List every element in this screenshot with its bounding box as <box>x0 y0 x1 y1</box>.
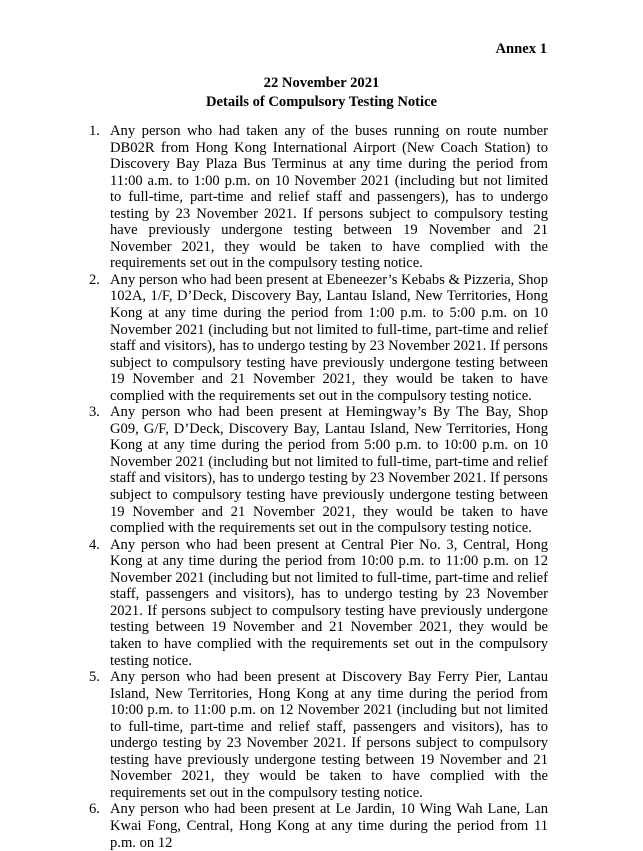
item-text: Any person who had been present at Ebeneezer’s Kebabs & Pizzeria, Shop 102A, 1/F, D’Deck, Discovery Bay, Lantau Island, New Territories, Hong Kong at any time during the period from 1:00 p.m. to 5:00 p.m. on 10 November 2021 (including but not limited to full-time, part-time and relief staff and visitors), has to undergo testing by 23 November 2021. If persons subject to compulsory testing have previously undergone testing between 19 November and 21 November 2021, they would be taken to have complied with the requirements set out in the compulsory testing notice. <box>110 271 548 404</box>
list-item <box>0 801 548 851</box>
notice-date: 22 November 2021 <box>263 75 380 91</box>
list-item <box>0 537 548 669</box>
list-item <box>0 404 548 536</box>
list-item <box>0 272 548 404</box>
item-text: Any person who had been present at Le Jardin, 10 Wing Wah Lane, Lan Kwai Fong, Central, Hong Kong at any time during the period from 11 p.m. on 12 <box>110 801 548 851</box>
notice-items-list <box>0 123 643 851</box>
item-text: Any person who had been present at Central Pier No. 3, Central, Hong Kong at any time during the period from 10:00 p.m. to 11:00 p.m. on 12 November 2021 (including but not limited to full-time, part-time and relief staff, passengers and visitors), has to undergo testing by 23 November 2021. If persons subject to compulsory testing have previously undergone testing between 19 November and 21 November 2021, they would be taken to have complied with the requirements set out in the compulsory testing notice. <box>110 536 548 669</box>
page-title: Details of Compulsory Testing Notice <box>205 94 438 110</box>
title-block <box>0 74 643 112</box>
list-item <box>0 123 548 272</box>
list-item <box>0 669 548 801</box>
item-text: Any person who had been present at Hemingway’s By The Bay, Shop G09, G/F, D’Deck, Discovery Bay, Lantau Island, New Territories, Hong Kong at any time during the period from 5:00 p.m. to 10:00 p.m. on 10 November 2021 (including but not limited to full-time, part-time and relief staff and visitors), has to undergo testing by 23 November 2021. If persons subject to compulsory testing have previously undergone testing between 19 November and 21 November 2021, they would be taken to have complied with the requirements set out in the compulsory testing notice. <box>110 404 548 537</box>
item-number: 6. <box>89 801 100 818</box>
item-text: Any person who had taken any of the buses running on route number DB02R from Hong Kong International Airport (New Coach Station) to Discovery Bay Plaza Bus Terminus at any time during the period from 11:00 a.m. to 1:00 p.m. on 10 November 2021 (including but not limited to full-time, part-time and relief staff and passengers), has to undergo testing by 23 November 2021. If persons subject to compulsory testing have previously undergone testing between 19 November and 21 November 2021, they would be taken to have complied with the requirements set out in the compulsory testing notice. <box>110 123 548 272</box>
annex-label: Annex 1 <box>495 41 547 57</box>
item-number: 1. <box>89 123 100 139</box>
item-number: 3. <box>89 404 100 421</box>
item-number: 4. <box>89 536 100 553</box>
item-number: 5. <box>89 669 100 686</box>
item-number: 2. <box>89 271 100 288</box>
item-text: Any person who had been present at Discovery Bay Ferry Pier, Lantau Island, New Territories, Hong Kong at any time during the period from 10:00 p.m. to 11:00 p.m. on 12 November 2021 (including but not limited to full-time, part-time and relief staff, passengers and visitors), has to undergo testing by 23 November 2021. If persons subject to compulsory testing have previously undergone testing between 19 November and 21 November 2021, they would be taken to have complied with the requirements set out in the compulsory testing notice. <box>110 669 548 801</box>
